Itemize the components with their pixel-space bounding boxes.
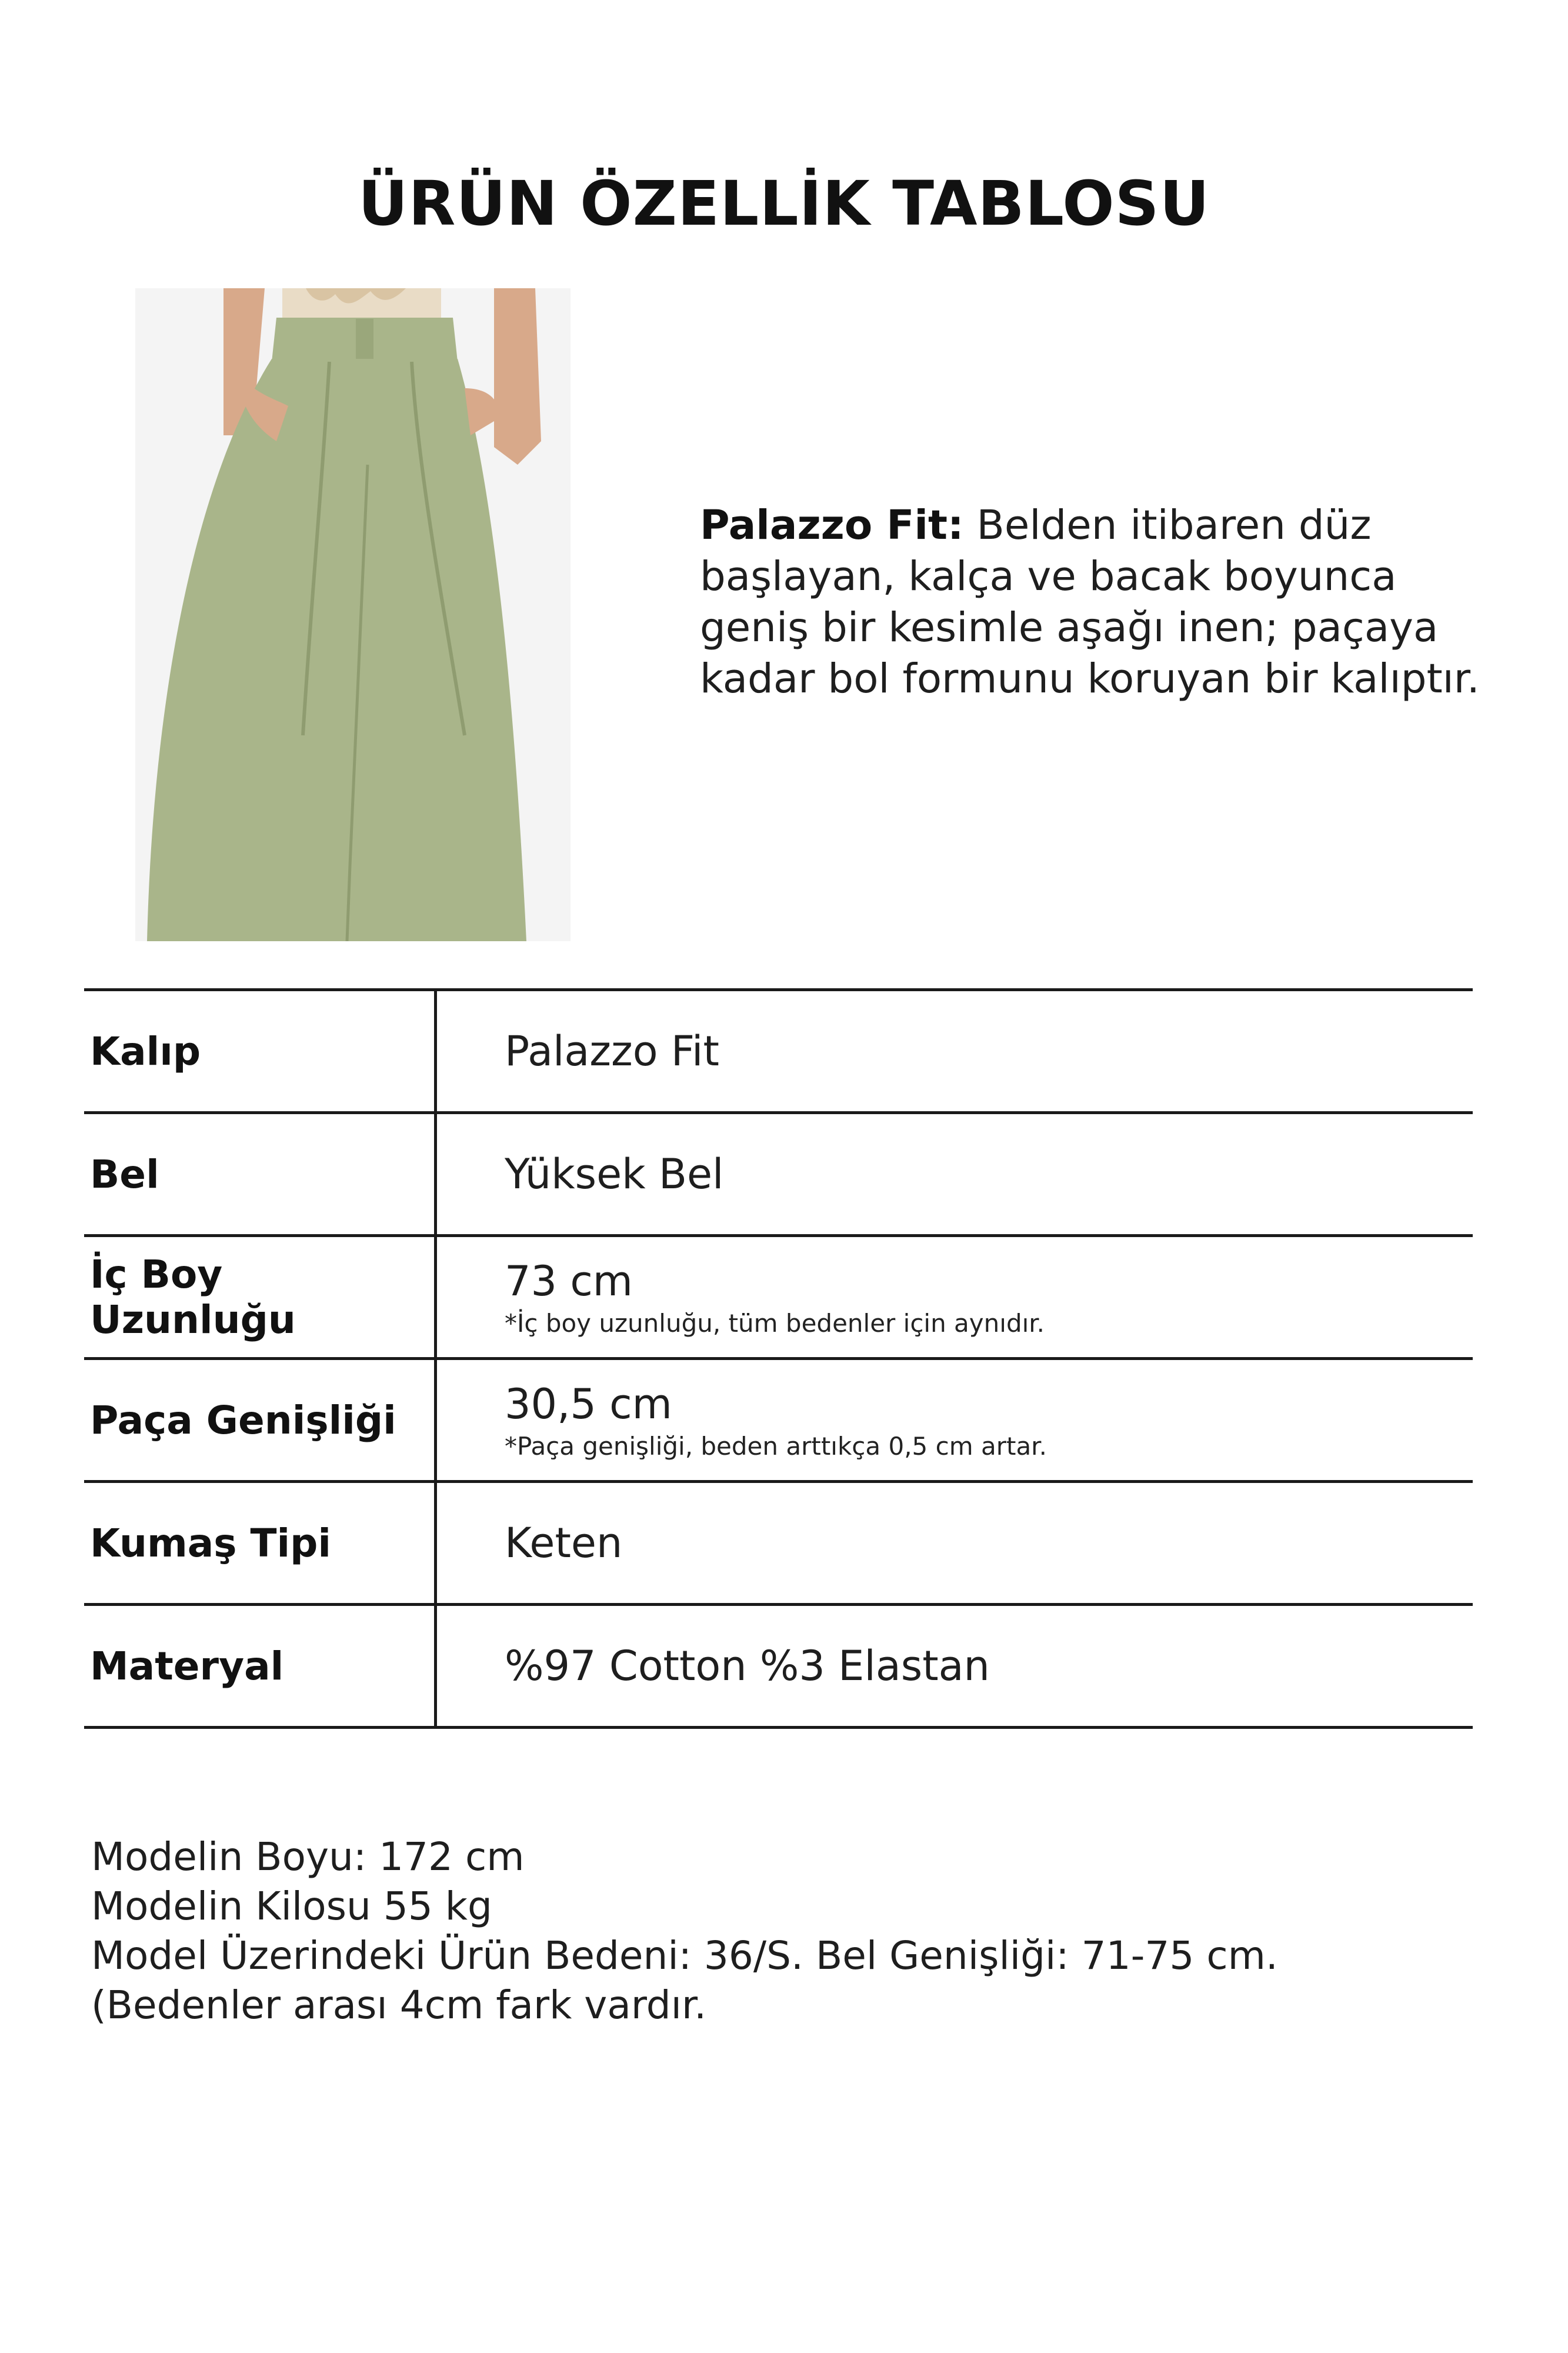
spec-value-cell: [505, 991, 1446, 1111]
fit-description-label: Palazzo Fit:: [700, 502, 964, 549]
spec-value-cell: [505, 1237, 1446, 1357]
spec-row-ic-boy: [84, 1234, 1473, 1357]
fit-description: [700, 500, 1512, 705]
column-divider: [434, 1483, 437, 1604]
spec-value: 73 cm: [505, 1257, 633, 1305]
spec-note: *İç boy uzunluğu, tüm bedenler için aynıdır.: [505, 1308, 1045, 1338]
spec-value: Palazzo Fit: [505, 1027, 719, 1075]
spec-row-bel: [84, 1111, 1473, 1234]
spec-label: Bel: [90, 1151, 159, 1197]
page-title: ÜRÜN ÖZELLİK TABLOSU: [358, 168, 1210, 239]
spec-label: İç Boy Uzunluğu: [90, 1252, 296, 1342]
spec-value: Keten: [505, 1519, 623, 1567]
spec-row-paca: [84, 1357, 1473, 1480]
column-divider: [434, 1114, 437, 1235]
palazzo-pants-illustration: [135, 288, 571, 941]
spec-label: Kalıp: [90, 1028, 201, 1074]
spec-row-kalip: [84, 988, 1473, 1111]
column-divider: [434, 1606, 437, 1727]
spec-value: Yüksek Bel: [505, 1150, 724, 1198]
column-divider: [434, 1360, 437, 1481]
spec-label: Materyal: [90, 1643, 284, 1689]
fit-description-text: Belden itibaren düz başlayan, kalça ve bacak boyunca geniş bir kesimle aşağı inen; paçaya kadar bol formunu koruyan bir kalıptır.: [700, 502, 1480, 702]
column-divider: [434, 1237, 437, 1358]
spec-table: [84, 988, 1473, 1729]
spec-value-cell: [505, 1483, 1446, 1603]
spec-label: Paça Genişliği: [90, 1397, 396, 1443]
spec-note: *Paça genişliği, beden arttıkça 0,5 cm artar.: [505, 1431, 1047, 1461]
model-height: Modelin Boyu: 172 cm: [91, 1834, 525, 1879]
column-divider: [434, 991, 437, 1112]
spec-value-cell: [505, 1606, 1446, 1726]
model-weight: Modelin Kilosu 55 kg: [91, 1884, 492, 1929]
spec-row-materyal: [84, 1603, 1473, 1729]
spec-row-kumas: [84, 1480, 1473, 1603]
spec-label: Kumaş Tipi: [90, 1520, 332, 1566]
spec-value-cell: [505, 1114, 1446, 1234]
spec-value: 30,5 cm: [505, 1379, 672, 1428]
product-photo: [135, 288, 571, 941]
model-info: [91, 1832, 1479, 2030]
spec-value: %97 Cotton %3 Elastan: [505, 1642, 990, 1690]
model-size: Model Üzerindeki Ürün Bedeni: 36/S. Bel Genişliği: 71-75 cm. (Bedenler arası 4cm fark vardır.: [91, 1933, 1278, 2028]
spec-value-cell: [505, 1360, 1446, 1480]
